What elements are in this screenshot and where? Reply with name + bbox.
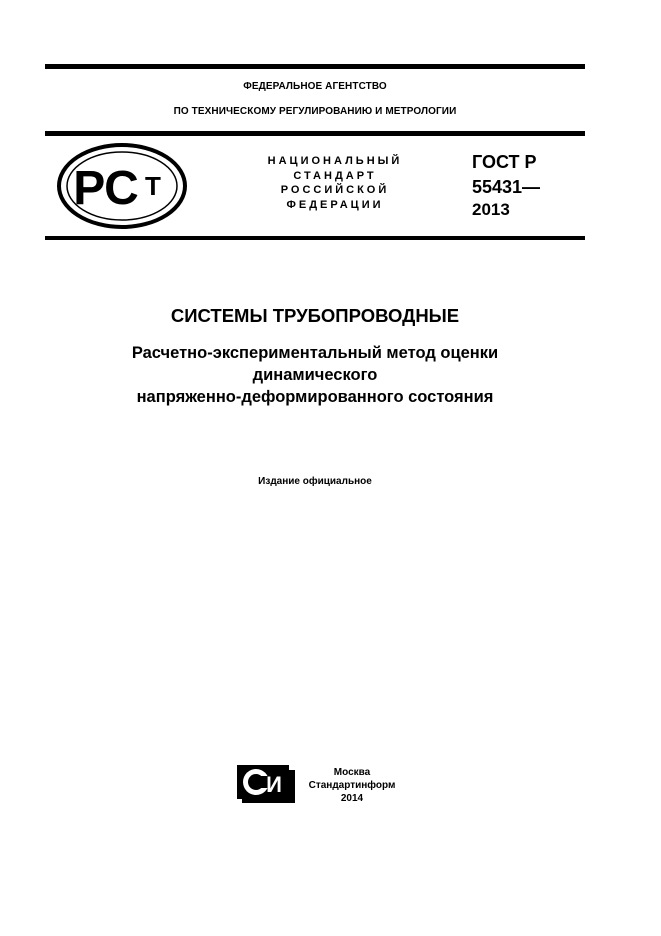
standard-type-line: РОССИЙСКОЙ [280, 184, 390, 196]
designation-number: 55431— [472, 177, 541, 197]
publisher-city: Москва [333, 767, 371, 778]
standard-type-line: НАЦИОНАЛЬНЫЙ [267, 155, 403, 167]
gost-logo-letter-t: Т [145, 171, 161, 201]
designation-prefix: ГОСТ Р [472, 152, 537, 172]
publisher-info [300, 766, 404, 805]
publisher-name: Стандартинформ [308, 780, 396, 791]
subtitle-line: напряженно-деформированного состояния [136, 388, 494, 406]
subtitle-line: Расчетно-экспериментальный метод оценки [131, 344, 499, 362]
document-subtitle [45, 342, 585, 408]
standard-type [240, 154, 430, 212]
agency-name-line-1: ФЕДЕРАЛЬНОЕ АГЕНТСТВО [243, 81, 387, 92]
agency-name-line-2: ПО ТЕХНИЧЕСКОМУ РЕГУЛИРОВАНИЮ И МЕТРОЛОГИИ [173, 106, 457, 117]
designation-year: 2013 [472, 200, 510, 219]
subtitle-line: динамического [252, 366, 378, 384]
gost-r-mark-icon [56, 142, 188, 230]
gost-logo-letters-pc: РС [73, 162, 139, 215]
middle-rule [45, 131, 585, 136]
publisher-logo-letters: И [266, 772, 282, 797]
edition-label: Издание официальное [258, 476, 372, 487]
document-title: СИСТЕМЫ ТРУБОПРОВОДНЫЕ [170, 305, 460, 326]
standard-designation [472, 150, 582, 220]
standard-type-line: ФЕДЕРАЦИИ [286, 198, 384, 211]
standartinform-logo-icon [236, 764, 297, 804]
top-rule [45, 64, 585, 69]
standard-type-line: СТАНДАРТ [293, 169, 377, 182]
publisher-year: 2014 [340, 793, 364, 804]
bottom-rule [45, 236, 585, 240]
